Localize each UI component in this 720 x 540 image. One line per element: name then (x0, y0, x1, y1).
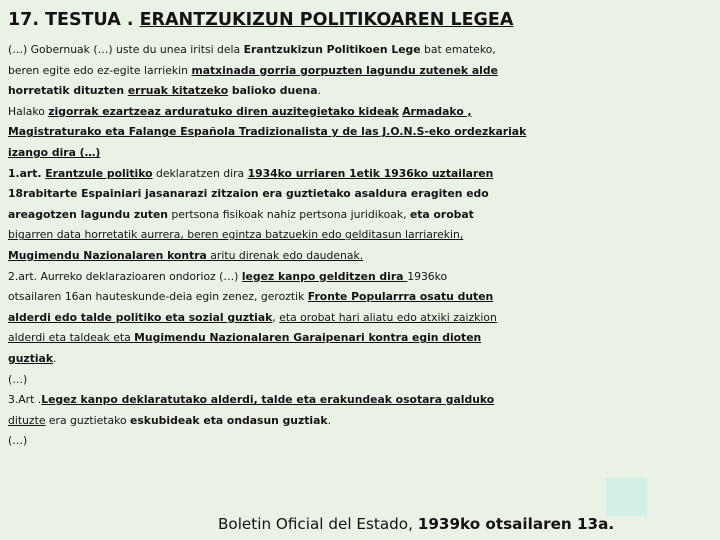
text-segment: Mugimendu Nazionalaren kontra (8, 248, 207, 262)
text-segment: eskubideak eta ondasun guztiak (130, 413, 328, 427)
text-line (8, 184, 714, 205)
text-segment: Fronte Popularrra osatu duten (307, 290, 494, 304)
text-segment: aritu direnak edo daudenak. (206, 248, 364, 262)
text-line (8, 205, 714, 226)
text-segment: 2.art. Aurreko deklarazioaren ondorioz (…) (8, 269, 242, 283)
source-citation (218, 514, 614, 534)
text-segment: erruak kitatzeko (127, 84, 229, 98)
page-title (8, 8, 712, 32)
text-line (8, 349, 714, 370)
text-segment: . (317, 84, 321, 98)
text-segment: Mugimendu Nazionalaren Garaipenari kontra egin dioten (134, 331, 482, 345)
text-segment: matxinada gorria gorpuzten lagundu zutenek alde (191, 63, 498, 77)
text-line (8, 102, 714, 123)
text-segment: era guztietako (45, 413, 131, 427)
text-line (8, 81, 714, 102)
text-line (8, 143, 714, 164)
text-segment: dituzte (8, 413, 46, 427)
text-line (8, 164, 714, 185)
text-segment: pertsona fisikoak nahiz pertsona juridikoak, (167, 207, 410, 221)
text-segment: Erantzukizun Politikoen Lege (243, 43, 421, 56)
text-segment: Armadako , (402, 104, 472, 118)
text-line (8, 122, 714, 143)
text-segment: otsailaren 16an hauteskunde-deia egin zenez, geroztik (8, 290, 308, 304)
title-number: 17. TESTUA . (8, 10, 134, 30)
text-line (8, 267, 714, 288)
text-line (8, 61, 714, 82)
text-segment: bat emateko, (420, 43, 496, 56)
text-line (8, 328, 714, 349)
text-segment: alderdi eta taldeak eta (8, 331, 135, 345)
text-line (8, 390, 714, 411)
text-line (8, 287, 714, 308)
text-segment: (…) (8, 434, 28, 448)
text-segment: beren egite edo ez-egite larriekin (8, 63, 192, 77)
source-publication: Boletin Oficial del Estado, (218, 515, 418, 533)
text-line (8, 431, 714, 452)
title-law-name: ERANTZUKIZUN POLITIKOAREN LEGEA (139, 10, 514, 30)
text-segment: 3.Art . (8, 393, 42, 407)
text-segment: alderdi edo talde politiko eta sozial guztiak (8, 310, 273, 324)
text-segment: horretatik dituzten (8, 84, 128, 98)
text-segment: 1934ko urriaren 1etik 1936ko uztailaren (247, 166, 494, 180)
text-segment: , (272, 310, 280, 324)
text-segment: 1936ko (407, 269, 448, 283)
decorative-box (606, 478, 647, 516)
text-segment: legez kanpo gelditzen dira (241, 269, 408, 283)
text-segment: Erantzule politiko (45, 166, 153, 180)
text-segment: (…) Gobernuak (…) uste du unea iritsi dela (8, 43, 244, 56)
document-body (8, 40, 714, 452)
text-line (8, 40, 714, 61)
text-line (8, 370, 714, 391)
text-segment: 1.art. (8, 166, 46, 180)
text-segment: Halako (8, 104, 49, 118)
text-segment: . (327, 413, 332, 427)
text-line (8, 411, 714, 432)
text-segment: bigarren data horretatik aurrera, beren egintza batzuekin edo gelditasun larriarekin, (8, 228, 464, 242)
text-segment: zigorrak ezartzeaz arduratuko diren auzitegietako kideak (48, 104, 399, 118)
text-segment: . (53, 351, 57, 365)
text-segment: guztiak (8, 351, 54, 365)
text-segment: Magistraturako eta Falange Española Tradizionalista y de las J.O.N.S-eko ordezkariak (8, 125, 527, 139)
text-line (8, 246, 714, 267)
text-segment: eta orobat hari aliatu edo atxiki zaizkion (279, 310, 497, 324)
text-segment: areagotzen lagundu zuten (8, 207, 168, 221)
text-segment: izango dira (…) (8, 145, 101, 159)
text-segment: 18rabitarte Espainiari jasanarazi zitzaion era guztietako asaldura eragiten edo (8, 187, 489, 201)
text-line (8, 308, 714, 329)
text-segment: Legez kanpo deklaratutako alderdi, talde eta erakundeak osotara galduko (41, 393, 495, 407)
text-line (8, 225, 714, 246)
text-segment: balioko duena (228, 84, 318, 98)
text-segment: (…) (8, 372, 28, 386)
text-segment: deklaratzen dira (152, 166, 248, 180)
text-segment: eta orobat (409, 207, 474, 221)
source-date: 1939ko otsailaren 13a. (417, 515, 615, 533)
